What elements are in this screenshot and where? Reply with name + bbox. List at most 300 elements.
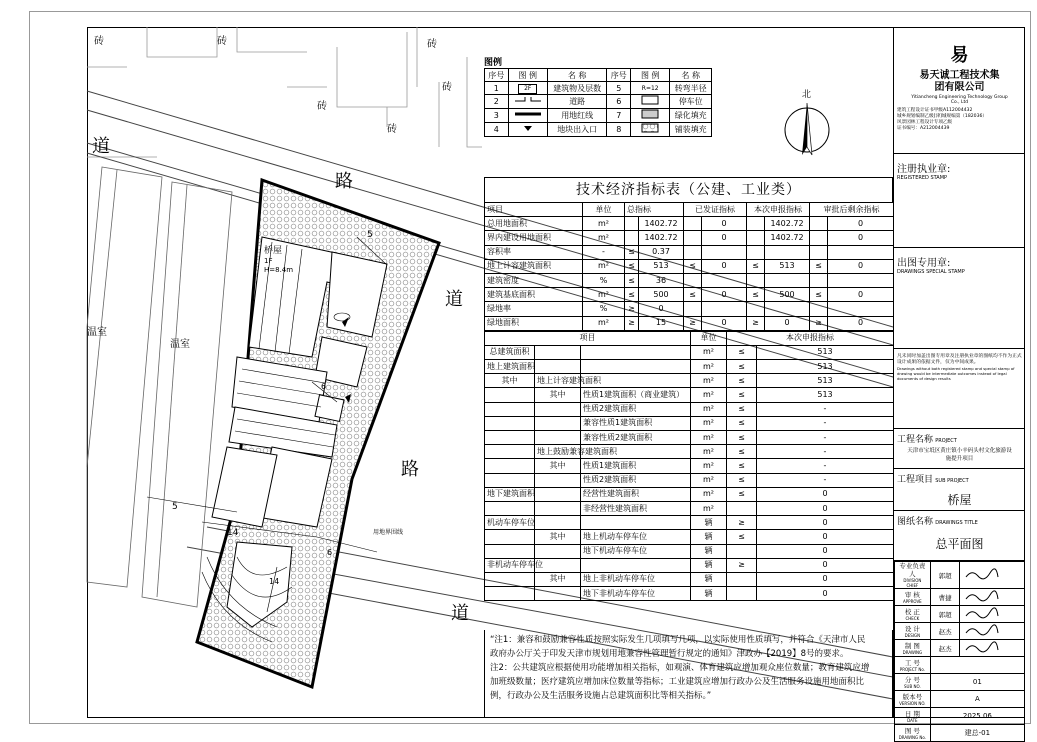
note-line: 例，行政办公及生活服务设施占总建筑面积比等相关指标。” bbox=[490, 691, 712, 701]
legend-no: 4 bbox=[485, 123, 509, 137]
certifications bbox=[894, 108, 1025, 132]
cell-unit: % bbox=[583, 302, 625, 316]
legend-row bbox=[485, 95, 712, 109]
cell-item: 建筑密度 bbox=[485, 273, 583, 287]
cell-unit: m² bbox=[691, 431, 727, 445]
legend-name: 地块出入口 bbox=[547, 123, 607, 137]
cell-val: 0 bbox=[757, 558, 894, 572]
cell-unit: 辆 bbox=[691, 516, 727, 530]
cell-l2 bbox=[535, 431, 581, 445]
brick-label-3: 砖 bbox=[427, 39, 437, 50]
legend-header: 名 称 bbox=[670, 69, 712, 82]
cell-unit: m² bbox=[691, 402, 727, 416]
indicator-table-mid bbox=[484, 331, 894, 602]
info-label-en: DRAWING No. bbox=[898, 734, 927, 740]
road-label-5: 道 bbox=[451, 603, 469, 624]
cell-val: 0 bbox=[757, 587, 894, 601]
cell-l2: 其中 bbox=[535, 459, 581, 473]
cell-op bbox=[625, 217, 639, 231]
indicator-mid-row bbox=[485, 587, 894, 601]
signature-mark bbox=[960, 589, 1025, 606]
signature-row bbox=[895, 562, 1025, 589]
legend-no: 3 bbox=[485, 109, 509, 123]
cell-cur bbox=[765, 273, 810, 287]
role-cell bbox=[895, 640, 931, 657]
indicator-mid-row bbox=[485, 445, 894, 459]
indicator-mid-row bbox=[485, 544, 894, 558]
cell-l2: 地上计容建筑面积 bbox=[535, 374, 581, 388]
project-label-en: PROJECT bbox=[935, 438, 957, 444]
cell-rem bbox=[828, 245, 894, 259]
info-label: 分 号 bbox=[904, 675, 920, 684]
signer-name: 赵杰 bbox=[930, 623, 960, 640]
role-cell bbox=[895, 562, 931, 589]
table-notes bbox=[484, 630, 893, 718]
signature-row bbox=[895, 606, 1025, 623]
cell-l1 bbox=[485, 402, 535, 416]
cell-op: ≤ bbox=[625, 259, 639, 273]
cell-issued: 0 bbox=[702, 288, 747, 302]
cell-cur: 1402.72 bbox=[765, 217, 810, 231]
cell-op: ≤ bbox=[727, 402, 757, 416]
cell-l3 bbox=[581, 345, 691, 359]
cell-cur: 1402.72 bbox=[765, 231, 810, 245]
cell-unit: m² bbox=[691, 473, 727, 487]
info-value: A bbox=[930, 691, 1024, 708]
stamp-note-cn: 凡未同时加盖出图专用章及注册执业章的图纸均不作为正式设计成果的依据文件，仅为中间成果。 bbox=[897, 354, 1022, 365]
cell-op: ≤ bbox=[727, 487, 757, 501]
drawing-title-section bbox=[894, 511, 1025, 561]
th-item: 项目 bbox=[485, 203, 583, 217]
legend-header: 序号 bbox=[607, 69, 631, 82]
cell-val: 513 bbox=[757, 360, 894, 374]
cell-l1 bbox=[485, 473, 535, 487]
cell-l2 bbox=[535, 487, 581, 501]
cell-l3: 兼容性质2建筑面积 bbox=[581, 431, 691, 445]
legend-title: 图例 bbox=[484, 58, 503, 68]
cell-val: 0 bbox=[757, 516, 894, 530]
cell-rem: 0 bbox=[828, 217, 894, 231]
info-label-cell bbox=[895, 725, 931, 742]
cell-val: 0 bbox=[757, 501, 894, 515]
info-value bbox=[930, 657, 1024, 674]
cell-rem-op bbox=[810, 245, 828, 259]
cell-total: 1402.72 bbox=[639, 217, 684, 231]
cell-unit: - bbox=[583, 245, 625, 259]
registered-stamp-section bbox=[894, 154, 1025, 248]
cell-val: 0 bbox=[757, 572, 894, 586]
cell-l3: 性质2建筑面积 bbox=[581, 402, 691, 416]
cell-unit: 辆 bbox=[691, 572, 727, 586]
cert-line: 建筑工程设计证书甲级A112004432 bbox=[897, 108, 973, 113]
signature-mark bbox=[960, 640, 1025, 657]
info-value: 01 bbox=[930, 674, 1024, 691]
indicator-mid-row bbox=[485, 530, 894, 544]
role-cell bbox=[895, 606, 931, 623]
company-logo: 易 bbox=[950, 45, 969, 66]
cell-unit: m² bbox=[691, 345, 727, 359]
cell-unit: m² bbox=[691, 388, 727, 402]
cell-l2 bbox=[535, 516, 581, 530]
cell-l1: 其中 bbox=[485, 374, 535, 388]
cell-unit: m² bbox=[691, 360, 727, 374]
note-line: 加班级数量；医疗建筑应增加床位数量等指标；工业建筑应增加行政办公及生活服务设施用地面积比 bbox=[490, 677, 865, 687]
cell-unit: m² bbox=[583, 288, 625, 302]
role-label-en: DESIGN bbox=[904, 632, 921, 638]
reg-stamp-label: 注册执业章: bbox=[897, 164, 951, 175]
company-name-en: Yitiancheng Engineering Technology Group Co., Ltd bbox=[911, 95, 1008, 105]
cell-unit: 辆 bbox=[691, 587, 727, 601]
indicator-row bbox=[485, 231, 894, 245]
cell-unit: 辆 bbox=[691, 558, 727, 572]
cell-issued bbox=[702, 273, 747, 287]
greenhouse-label-2: 温室 bbox=[170, 339, 190, 350]
cell-l3 bbox=[581, 516, 691, 530]
cell-rem-op: ≥ bbox=[810, 316, 828, 330]
cell-l2 bbox=[535, 473, 581, 487]
cell-cur: 500 bbox=[765, 288, 810, 302]
cert-line: 风景园林工程设计专项乙级 bbox=[897, 120, 953, 125]
entrance-arrow-icon bbox=[508, 123, 547, 137]
cell-l1 bbox=[485, 587, 535, 601]
cell-op: ≥ bbox=[727, 516, 757, 530]
note-line: 注2：公共建筑应根据使用功能增加相关指标，如观演、体育建筑应增加观众座位数量；教育建筑应增 bbox=[490, 663, 870, 673]
cell-l1: 非机动车停车位 bbox=[485, 558, 535, 572]
role-cell bbox=[895, 623, 931, 640]
cell-cur-op bbox=[747, 273, 765, 287]
role-label: 设 计 bbox=[904, 624, 920, 633]
cell-op bbox=[727, 544, 757, 558]
indicator-mid-row bbox=[485, 473, 894, 487]
role-label-en: DIVISION CHIEF bbox=[903, 578, 922, 588]
indicator-mid-row bbox=[485, 402, 894, 416]
table-title: 技术经济指标表（公建、工业类） bbox=[484, 177, 893, 202]
cell-cur bbox=[765, 245, 810, 259]
table-header-row bbox=[485, 203, 894, 217]
indicator-row bbox=[485, 245, 894, 259]
north-arrow bbox=[780, 85, 840, 165]
cell-issued: 0 bbox=[702, 316, 747, 330]
th-mid-current: 本次申报指标 bbox=[727, 331, 894, 345]
legend-no: 1 bbox=[485, 82, 509, 95]
legend-header: 名 称 bbox=[547, 69, 607, 82]
cell-op bbox=[625, 231, 639, 245]
signature-row bbox=[895, 589, 1025, 606]
info-label-en: VERSION NO. bbox=[899, 700, 926, 706]
dim-label-6: 14 bbox=[269, 577, 280, 586]
note-line: “注1：兼容和鼓励兼容性质按照实际发生几项填写几项，以实际使用性质填写，并符合《天津市人民 bbox=[490, 635, 866, 645]
legend-name: 建筑物及层数 bbox=[547, 82, 607, 95]
cell-l3: 非经营性建筑面积 bbox=[581, 501, 691, 515]
cell-issued-op: ≥ bbox=[684, 316, 702, 330]
role-label-en: APPROVE bbox=[903, 598, 922, 604]
brick-label-5: 砖 bbox=[442, 82, 452, 93]
brick-label-6: 砖 bbox=[387, 124, 397, 135]
title-block bbox=[893, 27, 1025, 740]
cell-item: 地上计容建筑面积 bbox=[485, 259, 583, 273]
indicator-mid-row bbox=[485, 501, 894, 515]
cell-op bbox=[727, 572, 757, 586]
drawing-title-label-en: DRAWINGS TITLE bbox=[935, 520, 978, 526]
cell-cur: 513 bbox=[765, 259, 810, 273]
info-row bbox=[895, 657, 1025, 674]
cell-cur-op: ≤ bbox=[747, 288, 765, 302]
cell-unit: m² bbox=[691, 459, 727, 473]
sub-project-section bbox=[894, 469, 1025, 511]
cell-rem-op: ≤ bbox=[810, 259, 828, 273]
cell-total: 500 bbox=[639, 288, 684, 302]
road-label-4: 路 bbox=[401, 459, 419, 480]
signer-name: 郭超 bbox=[930, 562, 960, 589]
role-label-en: DRAWING bbox=[902, 649, 923, 655]
building-symbol-icon bbox=[508, 82, 547, 95]
cell-l3 bbox=[581, 360, 691, 374]
cell-unit: m² bbox=[691, 416, 727, 430]
cell-op: ≤ bbox=[727, 445, 757, 459]
cell-op: ≤ bbox=[727, 416, 757, 430]
cell-issued: 0 bbox=[702, 217, 747, 231]
cell-rem: 0 bbox=[828, 316, 894, 330]
indicator-row bbox=[485, 259, 894, 273]
indicator-mid-row bbox=[485, 558, 894, 572]
cell-op: ≤ bbox=[727, 431, 757, 445]
signer-name: 曹捷 bbox=[930, 589, 960, 606]
legend-no: 2 bbox=[485, 95, 509, 109]
out-stamp-label: 出图专用章: bbox=[897, 258, 951, 269]
cell-issued-op bbox=[684, 245, 702, 259]
paving-fill-icon bbox=[631, 123, 670, 137]
legend-no: 6 bbox=[607, 95, 631, 109]
cell-l2 bbox=[535, 360, 581, 374]
cell-val: - bbox=[757, 445, 894, 459]
signer-name: 赵杰 bbox=[930, 640, 960, 657]
cell-l3: 性质1建筑面积 bbox=[581, 459, 691, 473]
reg-stamp-label-en: REGISTERED STAMP bbox=[897, 175, 948, 181]
cell-issued-op: ≤ bbox=[684, 288, 702, 302]
building-height-label: H=8.4m bbox=[264, 266, 294, 274]
cell-unit: m² bbox=[583, 259, 625, 273]
parking-symbol-icon bbox=[631, 95, 670, 109]
cell-unit: m² bbox=[583, 217, 625, 231]
legend-name: 停车位 bbox=[670, 95, 712, 109]
indicator-row bbox=[485, 316, 894, 330]
info-label-cell bbox=[895, 708, 931, 725]
cell-l3: 地上非机动车停车位 bbox=[581, 572, 691, 586]
boundary-line-icon bbox=[508, 109, 547, 123]
cell-op: ≤ bbox=[727, 459, 757, 473]
cell-l2 bbox=[535, 587, 581, 601]
stamp-note-en: Drawings without both registered stamp and special stamp of drawing would be intermediate outcomes instead of legal documents of design results bbox=[897, 366, 1015, 381]
cell-l1: 地上建筑面积 bbox=[485, 360, 535, 374]
cell-l3: 性质2建筑面积 bbox=[581, 473, 691, 487]
cell-l1 bbox=[485, 445, 535, 459]
stamp-note-section bbox=[894, 349, 1025, 429]
legend-row bbox=[485, 82, 712, 95]
cell-l3: 地下非机动车停车位 bbox=[581, 587, 691, 601]
cell-cur-op bbox=[747, 245, 765, 259]
cell-item: 建筑基底面积 bbox=[485, 288, 583, 302]
legend-row bbox=[485, 123, 712, 137]
cell-l1: 地下建筑面积 bbox=[485, 487, 535, 501]
cell-unit: m² bbox=[583, 316, 625, 330]
cell-val: 0 bbox=[757, 487, 894, 501]
project-name: 天津市宝坻区黄庄镇小辛码头村文化旅游设施提升项目 bbox=[907, 448, 1012, 462]
legend-header: 序号 bbox=[485, 69, 509, 82]
info-label-cell bbox=[895, 674, 931, 691]
info-label-en: DATE bbox=[907, 717, 918, 723]
info-value: 建总-01 bbox=[930, 725, 1024, 742]
role-label: 校 正 bbox=[904, 607, 920, 616]
cell-rem-op bbox=[810, 273, 828, 287]
dim-label-4: 14 bbox=[227, 528, 239, 538]
cell-val: 513 bbox=[757, 345, 894, 359]
north-label: 北 bbox=[802, 90, 812, 100]
indicator-row bbox=[485, 217, 894, 231]
cell-unit: m² bbox=[583, 231, 625, 245]
cell-val: 0 bbox=[757, 544, 894, 558]
info-label-en: SUB NO. bbox=[904, 683, 921, 689]
company-section bbox=[894, 27, 1025, 154]
cell-l3: 兼容性质1建筑面积 bbox=[581, 416, 691, 430]
cell-total: 15 bbox=[639, 316, 684, 330]
cell-rem-op: ≤ bbox=[810, 288, 828, 302]
cell-rem-op bbox=[810, 217, 828, 231]
info-row bbox=[895, 674, 1025, 691]
greenhouse-label-1: 温室 bbox=[87, 327, 107, 338]
cell-rem: 0 bbox=[828, 231, 894, 245]
table-mid-header-row bbox=[485, 331, 894, 345]
indicator-mid-row bbox=[485, 374, 894, 388]
info-label-en: PROJECT No. bbox=[899, 666, 925, 672]
cell-val: - bbox=[757, 431, 894, 445]
cell-item: 总用地面积 bbox=[485, 217, 583, 231]
cell-op: ≤ bbox=[625, 273, 639, 287]
signature-mark bbox=[960, 606, 1025, 623]
info-label: 工 号 bbox=[904, 658, 920, 667]
surrounding-buildings bbox=[87, 27, 482, 157]
signature-mark bbox=[960, 562, 1025, 589]
cell-rem bbox=[828, 302, 894, 316]
cell-l2: 地上鼓励兼容建筑面积 bbox=[535, 445, 581, 459]
cell-rem bbox=[828, 273, 894, 287]
cell-op: ≤ bbox=[727, 530, 757, 544]
dim-label-2: 5 bbox=[172, 502, 178, 512]
drawing-title-name: 总平面图 bbox=[935, 537, 984, 551]
building-name-label: 桥屋 bbox=[264, 246, 283, 256]
project-label: 工程名称 bbox=[897, 435, 934, 445]
cell-op: ≤ bbox=[625, 288, 639, 302]
cell-issued: 0 bbox=[702, 231, 747, 245]
cell-op: ≤ bbox=[727, 345, 757, 359]
info-label-cell bbox=[895, 657, 931, 674]
cell-item: 绿地面积 bbox=[485, 316, 583, 330]
info-row bbox=[895, 725, 1025, 742]
indicator-mid-row bbox=[485, 516, 894, 530]
indicator-mid-row bbox=[485, 487, 894, 501]
indicator-mid-row bbox=[485, 459, 894, 473]
cell-l2: 其中 bbox=[535, 388, 581, 402]
brick-label-4: 砖 bbox=[317, 101, 327, 112]
role-label-en: CHECK bbox=[905, 615, 920, 621]
cell-l1 bbox=[485, 388, 535, 402]
cell-l2 bbox=[535, 501, 581, 515]
cell-l2 bbox=[535, 345, 581, 359]
cell-total: 0 bbox=[639, 302, 684, 316]
cell-unit: m² bbox=[691, 374, 727, 388]
legend-table bbox=[484, 68, 712, 137]
cell-rem: 0 bbox=[828, 288, 894, 302]
project-section bbox=[894, 429, 1025, 469]
indicator-mid-row bbox=[485, 360, 894, 374]
th-unit: 单位 bbox=[583, 203, 625, 217]
legend-header-row bbox=[485, 69, 712, 82]
cell-val: - bbox=[757, 459, 894, 473]
legend-name: 铺装填充 bbox=[670, 123, 712, 137]
cell-issued-op bbox=[684, 302, 702, 316]
legend-no: 8 bbox=[607, 123, 631, 137]
cell-issued-op: ≤ bbox=[684, 259, 702, 273]
info-label: 日 期 bbox=[904, 709, 920, 718]
legend-no: 7 bbox=[607, 109, 631, 123]
indicator-mid-row bbox=[485, 345, 894, 359]
cell-unit: m² bbox=[691, 445, 727, 459]
cell-op: ≤ bbox=[727, 360, 757, 374]
cert-line: 城乡规划编制乙级[津]城规编第（182036） bbox=[897, 114, 988, 119]
legend-name: 用地红线 bbox=[547, 109, 607, 123]
role-label: 专业负责人 bbox=[899, 562, 926, 578]
legend-row bbox=[485, 109, 712, 123]
road-label-1: 道 bbox=[92, 136, 110, 157]
legend-name: 道路 bbox=[547, 95, 607, 109]
cell-cur-op bbox=[747, 217, 765, 231]
legend bbox=[484, 55, 712, 137]
cell-l1 bbox=[485, 459, 535, 473]
th-mid-item: 项目 bbox=[485, 331, 691, 345]
cell-l2 bbox=[535, 416, 581, 430]
dim-label-5: 6 bbox=[327, 548, 333, 557]
dim-label-3: 6 bbox=[321, 382, 327, 391]
cell-val: - bbox=[757, 473, 894, 487]
legend-name: 转弯半径 bbox=[670, 82, 712, 95]
cell-l2: 其中 bbox=[535, 572, 581, 586]
cell-l2: 其中 bbox=[535, 530, 581, 544]
info-row bbox=[895, 691, 1025, 708]
cell-op bbox=[727, 501, 757, 515]
tech-econ-table bbox=[484, 177, 893, 601]
cell-rem: 0 bbox=[828, 259, 894, 273]
cell-l1 bbox=[485, 530, 535, 544]
cell-l3: 性质1建筑面积（商业建筑） bbox=[581, 388, 691, 402]
cell-issued-op bbox=[684, 273, 702, 287]
cell-op: ≥ bbox=[625, 316, 639, 330]
indicator-table-top bbox=[484, 202, 894, 331]
signer-name: 郭超 bbox=[930, 606, 960, 623]
cell-issued-op bbox=[684, 217, 702, 231]
cell-val: 513 bbox=[757, 374, 894, 388]
building-floors-label: 1F bbox=[264, 257, 273, 265]
role-cell bbox=[895, 589, 931, 606]
role-label: 审 核 bbox=[904, 590, 920, 599]
cell-op: ≥ bbox=[727, 558, 757, 572]
th-mid-unit: 单位 bbox=[691, 331, 727, 345]
info-label-cell bbox=[895, 691, 931, 708]
info-label: 图 号 bbox=[904, 726, 920, 735]
cell-l3: 经营性建筑面积 bbox=[581, 487, 691, 501]
cell-l3 bbox=[581, 558, 691, 572]
company-name: 易天诚工程技术集团有限公司 bbox=[919, 70, 1000, 93]
cell-rem-op bbox=[810, 302, 828, 316]
cell-total: 1402.72 bbox=[639, 231, 684, 245]
